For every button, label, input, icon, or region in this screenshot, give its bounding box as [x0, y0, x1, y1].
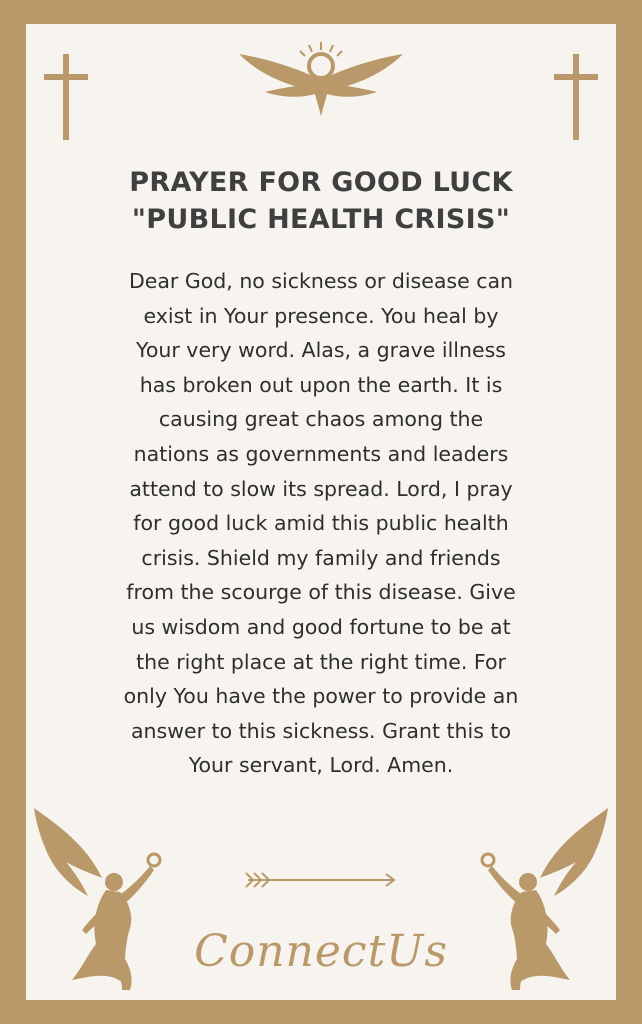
- cross-icon: [42, 52, 90, 142]
- prayer-line: from the scourge of this disease. Give: [126, 580, 516, 605]
- prayer-line: nations as governments and leaders: [133, 441, 509, 466]
- prayer-line: answer to this sickness. Grant this to: [130, 718, 512, 743]
- brand-logo: ConnectUs: [194, 926, 448, 977]
- prayer-line: for good luck amid this public health: [133, 511, 509, 536]
- prayer-line: Your servant, Lord. Amen.: [188, 753, 454, 778]
- prayer-line: causing great chaos among the: [158, 407, 484, 432]
- winged-sun-icon: [235, 40, 407, 120]
- prayer-line: only You have the power to provide an: [123, 684, 519, 709]
- prayer-card: [26, 24, 616, 1000]
- prayer-line: has broken out upon the earth. It is: [139, 372, 503, 397]
- title-line-2: "PUBLIC HEALTH CRISIS": [131, 204, 511, 235]
- prayer-line: Dear God, no sickness or disease can: [128, 269, 514, 293]
- prayer-line: exist in Your presence. You heal by: [143, 303, 499, 328]
- prayer-line: Your very word. Alas, a grave illness: [136, 338, 506, 363]
- prayer-line: the right place at the right time. For: [136, 649, 506, 674]
- prayer-line: crisis. Shield my family and friends: [141, 545, 501, 570]
- arrow-icon: [244, 870, 400, 890]
- prayer-title: [26, 164, 616, 238]
- prayer-line: us wisdom and good fortune to be at: [131, 614, 511, 639]
- title-line-1: PRAYER FOR GOOD LUCK: [129, 167, 513, 198]
- prayer-text: [48, 264, 594, 783]
- cross-icon: [552, 52, 600, 142]
- prayer-line: attend to slow its spread. Lord, I pray: [129, 476, 513, 501]
